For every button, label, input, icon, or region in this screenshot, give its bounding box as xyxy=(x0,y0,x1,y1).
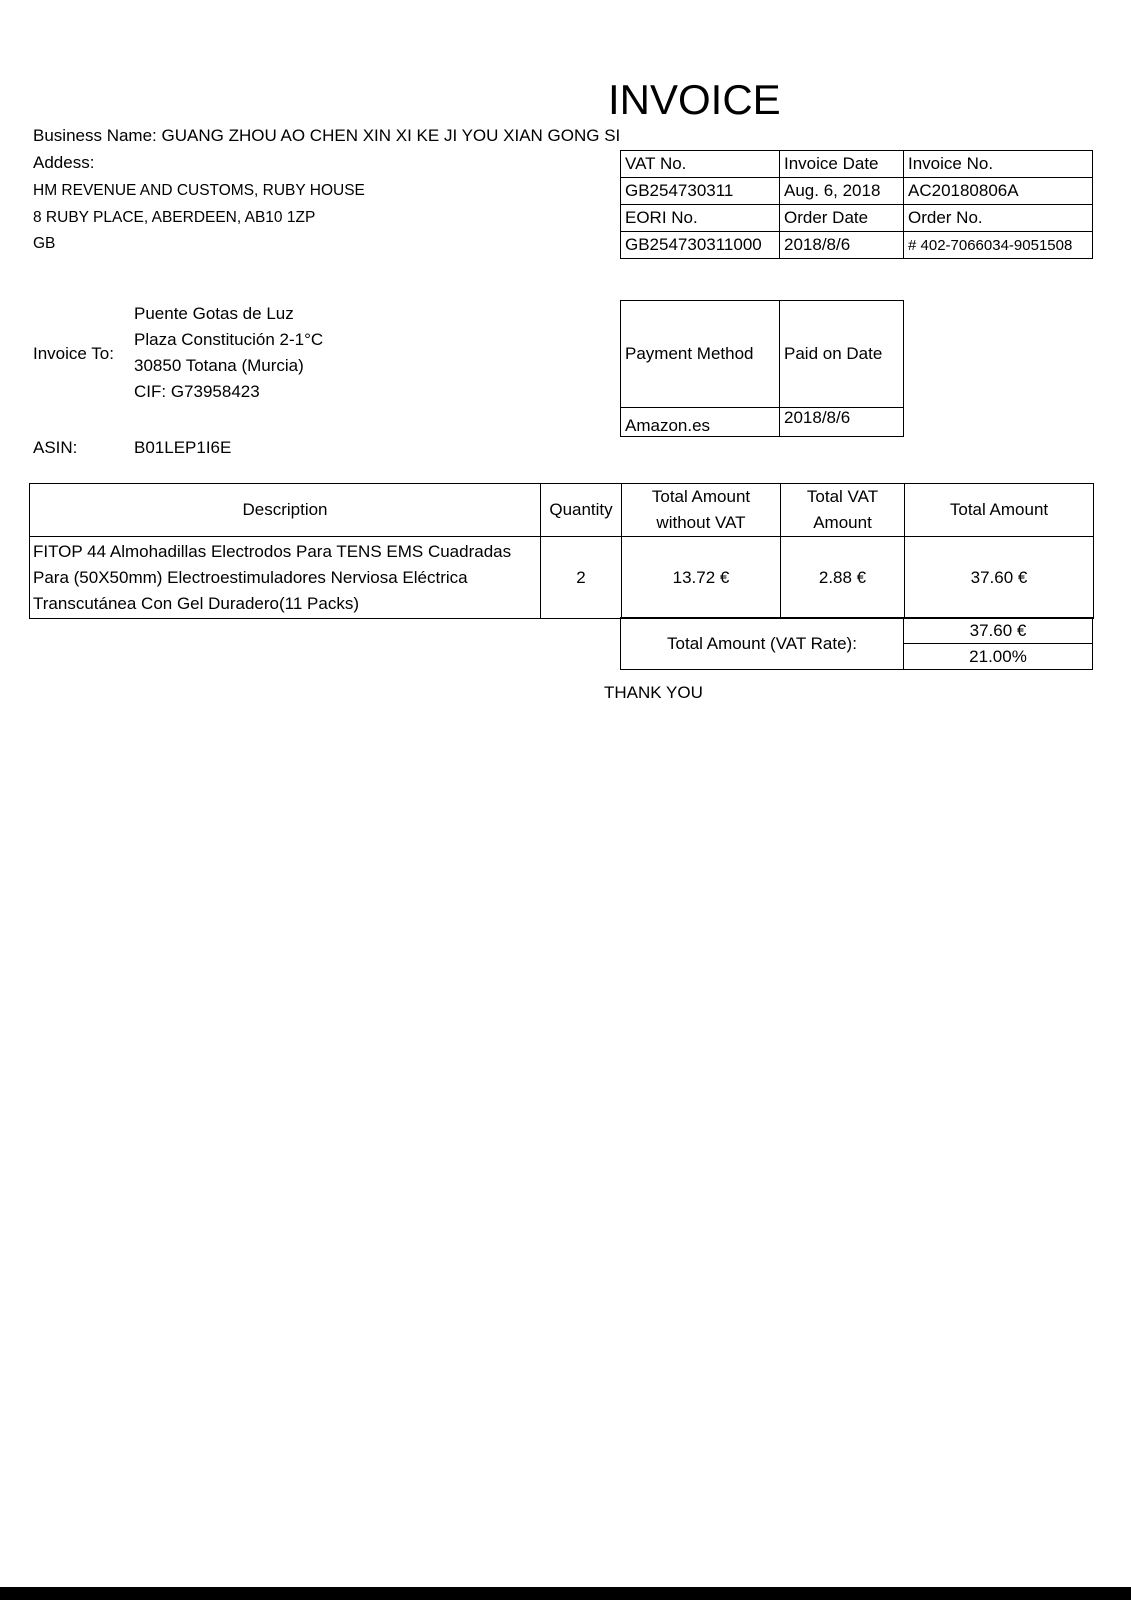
eori-no-value: GB254730311000 xyxy=(621,232,780,259)
order-no-label: Order No. xyxy=(904,205,1093,232)
address-line-2: 8 RUBY PLACE, ABERDEEN, AB10 1ZP xyxy=(33,209,316,226)
amount-without-vat-header-line-1: Total Amount xyxy=(651,487,751,506)
totals-table xyxy=(620,617,1093,670)
totals-amount: 37.60 € xyxy=(904,618,1093,644)
item-total-amount: 37.60 € xyxy=(905,537,1094,619)
paid-on-date-label: Paid on Date xyxy=(780,301,904,408)
items-table xyxy=(29,483,1094,619)
business-name-value: GUANG ZHOU AO CHEN XIN XI KE JI YOU XIAN GONG SI xyxy=(161,126,621,145)
thank-you-note: THANK YOU xyxy=(604,683,703,702)
item-vat-amount: 2.88 € xyxy=(781,537,905,619)
business-name-line xyxy=(33,125,620,147)
business-name-label: Business Name: xyxy=(33,126,157,145)
vat-amount-header-line-1: Total VAT xyxy=(806,487,879,506)
address-label: Addess: xyxy=(33,153,95,172)
totals-vat-rate: 21.00% xyxy=(904,644,1093,670)
item-description xyxy=(30,537,541,619)
customer-line-3: 30850 Totana (Murcia) xyxy=(134,356,304,375)
customer-line-1: Puente Gotas de Luz xyxy=(134,304,294,323)
item-description-line-3: Transcutánea Con Gel Duradero(11 Packs) xyxy=(33,593,359,613)
page-bottom-border xyxy=(0,1587,1131,1600)
eori-no-label: EORI No. xyxy=(621,205,780,232)
paid-on-date-value: 2018/8/6 xyxy=(780,408,904,437)
invoice-date-value: Aug. 6, 2018 xyxy=(780,178,904,205)
order-no-value: # 402-7066034-9051508 xyxy=(904,232,1093,259)
invoice-date-label: Invoice Date xyxy=(780,151,904,178)
meta-value-row-2 xyxy=(621,232,1093,259)
item-quantity: 2 xyxy=(541,537,622,619)
meta-header-row-2 xyxy=(621,205,1093,232)
total-amount-header: Total Amount xyxy=(905,484,1094,537)
asin-label: ASIN: xyxy=(33,438,78,457)
payment-method-label: Payment Method xyxy=(621,301,780,408)
meta-value-row-1 xyxy=(621,178,1093,205)
payment-value-row xyxy=(621,408,904,437)
invoice-no-label: Invoice No. xyxy=(904,151,1093,178)
invoice-title: INVOICE xyxy=(608,76,781,123)
order-date-value: 2018/8/6 xyxy=(780,232,904,259)
payment-table xyxy=(620,300,904,437)
invoice-to-label: Invoice To: xyxy=(33,344,114,363)
address-line-1: HM REVENUE AND CUSTOMS, RUBY HOUSE xyxy=(33,182,365,199)
quantity-header: Quantity xyxy=(541,484,622,537)
vat-no-label: VAT No. xyxy=(621,151,780,178)
items-header-row xyxy=(30,484,1094,537)
totals-label: Total Amount (VAT Rate): xyxy=(621,618,904,670)
item-amount-without-vat: 13.72 € xyxy=(622,537,781,619)
amount-without-vat-header xyxy=(622,484,781,537)
meta-header-row-1 xyxy=(621,151,1093,178)
vat-amount-header xyxy=(781,484,905,537)
description-header: Description xyxy=(30,484,541,537)
amount-without-vat-header-line-2: without VAT xyxy=(656,513,746,532)
payment-method-value: Amazon.es xyxy=(621,408,780,437)
invoice-meta-table xyxy=(620,150,1093,259)
vat-amount-header-line-2: Amount xyxy=(813,513,872,532)
vat-no-value: GB254730311 xyxy=(621,178,780,205)
asin-value: B01LEP1I6E xyxy=(134,438,232,457)
item-description-line-1: FITOP 44 Almohadillas Electrodos Para TENS EMS Cuadradas xyxy=(33,541,512,561)
order-date-label: Order Date xyxy=(780,205,904,232)
totals-row-1 xyxy=(621,618,1093,644)
address-line-3: GB xyxy=(33,235,56,252)
payment-header-row xyxy=(621,301,904,408)
invoice-no-value: AC20180806A xyxy=(904,178,1093,205)
customer-line-4: CIF: G73958423 xyxy=(134,382,260,401)
customer-line-2: Plaza Constitución 2-1°C xyxy=(134,330,324,349)
item-description-line-2: Para (50X50mm) Electroestimuladores Nerviosa Eléctrica xyxy=(33,567,468,587)
table-row xyxy=(30,537,1094,619)
